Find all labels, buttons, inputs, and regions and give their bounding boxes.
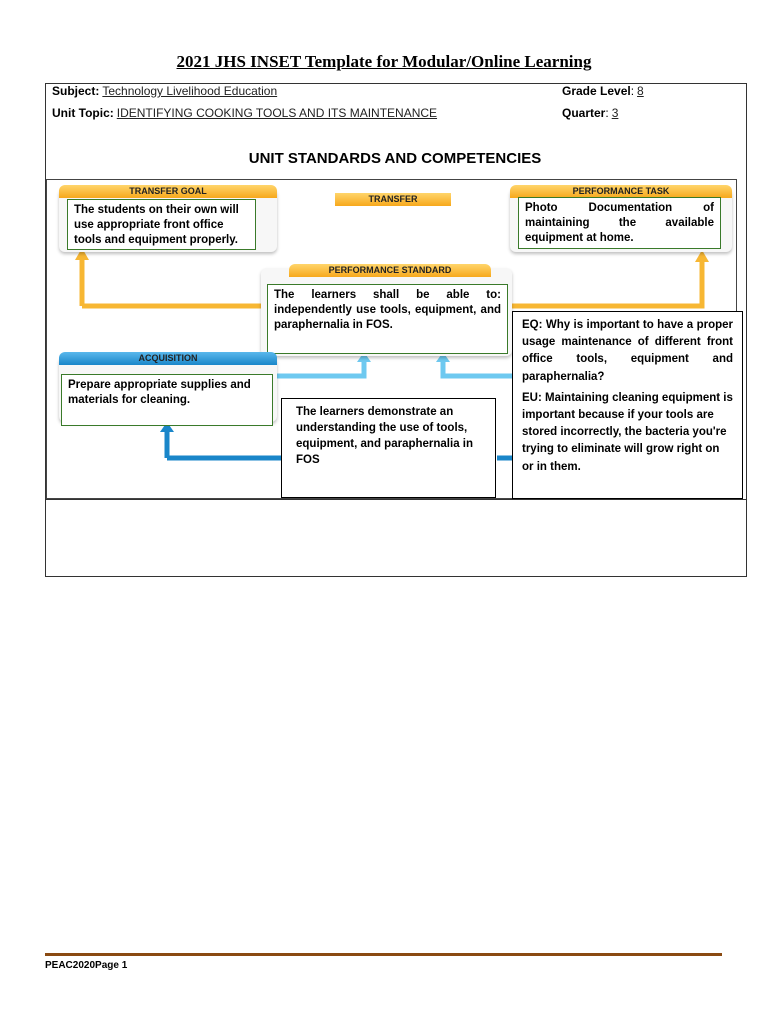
footer-page-label: PEAC2020Page 1 (45, 960, 128, 971)
unit-topic-row (52, 106, 437, 120)
document-title: 2021 JHS INSET Template for Modular/Online Learning (176, 52, 592, 71)
ubd-diagram (46, 179, 737, 499)
footer-rule (45, 953, 722, 956)
transfer-banner: TRANSFER (335, 193, 451, 206)
transfer-goal-banner: TRANSFER GOAL (59, 185, 277, 198)
performance-task-banner: PERFORMANCE TASK (510, 185, 732, 198)
table-divider (45, 499, 746, 500)
content-standard-text: The learners demonstrate an understanding the use of tools, equipment, and paraphernalia in FOS (281, 398, 496, 498)
acquisition-text: Prepare appropriate supplies and materials for cleaning. (61, 374, 273, 426)
subject-label: Subject: (52, 84, 100, 98)
grade-label: Grade Level (562, 84, 631, 98)
performance-standard-text: The learners shall be able to: independently use tools, equipment, and paraphernalia in FOS. (267, 284, 508, 354)
subject-row (52, 84, 277, 98)
subject-value: Technology Livelihood Education (102, 84, 278, 98)
performance-task-text: Photo Documentation of maintaining the available equipment at home. (518, 197, 721, 249)
grade-row: Grade Level: 8 (562, 84, 644, 98)
grade-value: 8 (637, 84, 644, 98)
acquisition-banner: ACQUISITION (59, 352, 277, 365)
essential-question: EQ: Why is important to have a proper usage maintenance of different front office tools, equipment and paraphernalia? (522, 319, 733, 383)
section-heading: UNIT STANDARDS AND COMPETENCIES (248, 150, 542, 167)
enduring-understanding: EU: Maintaining cleaning equipment is important because if your tools are stored incorrectly, the bacteria you're trying to eliminate will grow right on or in them. (522, 391, 733, 473)
quarter-label: Quarter (562, 106, 606, 120)
quarter-row: Quarter: 3 (562, 106, 619, 120)
eq-eu-box (512, 311, 743, 499)
transfer-goal-text: The students on their own will use appropriate front office tools and equipment properly. (67, 199, 256, 250)
unit-topic-value: IDENTIFYING COOKING TOOLS AND ITS MAINTENANCE (116, 106, 438, 120)
unit-topic-label: Unit Topic: (52, 106, 114, 120)
performance-standard-banner: PERFORMANCE STANDARD (289, 264, 491, 277)
quarter-value: 3 (611, 106, 619, 120)
